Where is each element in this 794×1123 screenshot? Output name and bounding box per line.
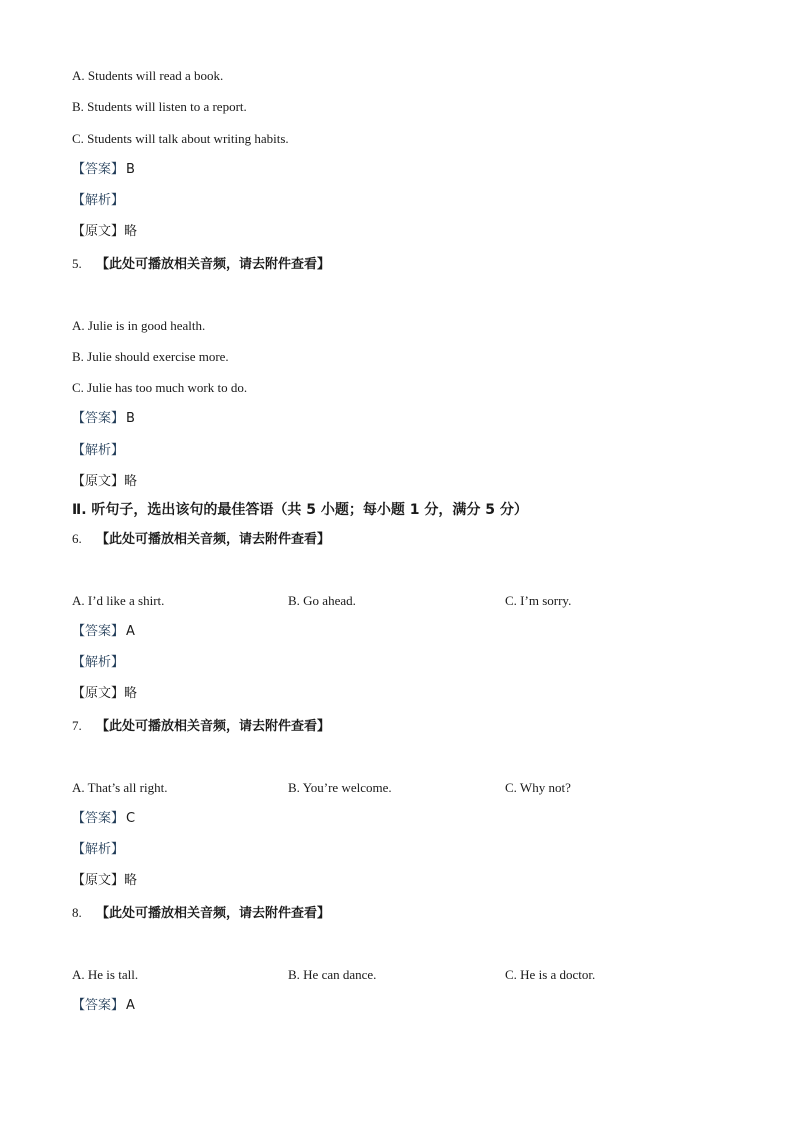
q7-answer bbox=[72, 811, 135, 827]
original-label: 【原文】 bbox=[72, 474, 125, 489]
answer-value: C bbox=[126, 811, 136, 826]
audio-prompt: 【此处可播放相关音频，请去附件查看】 bbox=[96, 906, 331, 921]
original-label: 【原文】 bbox=[72, 224, 125, 239]
q5-option-c: C. Julie has too much work to do. bbox=[72, 380, 248, 395]
analysis-label: 【解析】 bbox=[72, 655, 125, 670]
q6-analysis bbox=[72, 655, 124, 671]
q4-answer bbox=[72, 162, 135, 178]
original-value: 略 bbox=[124, 474, 138, 489]
q6-original bbox=[72, 686, 137, 702]
q4-option-c: C. Students will talk about writing habits. bbox=[72, 131, 289, 146]
audio-prompt: 【此处可播放相关音频，请去附件查看】 bbox=[96, 532, 331, 547]
original-label: 【原文】 bbox=[72, 686, 125, 701]
original-label: 【原文】 bbox=[72, 873, 125, 888]
audio-prompt: 【此处可播放相关音频，请去附件查看】 bbox=[96, 719, 331, 734]
answer-value: B bbox=[126, 411, 135, 426]
q4-analysis bbox=[72, 193, 124, 209]
answer-value: A bbox=[126, 998, 135, 1013]
q7-analysis bbox=[72, 842, 124, 858]
original-value: 略 bbox=[124, 873, 138, 888]
q6-prompt-line bbox=[72, 531, 330, 548]
answer-label: 【答案】 bbox=[72, 811, 125, 826]
q8-option-a: A. He is tall. bbox=[72, 967, 139, 982]
answer-value: A bbox=[126, 624, 135, 639]
q7-option-a: A. That’s all right. bbox=[72, 780, 168, 795]
q5-prompt-line bbox=[72, 256, 330, 273]
question-number: 6. bbox=[72, 531, 82, 546]
answer-value: B bbox=[126, 162, 135, 177]
q6-option-c: C. I’m sorry. bbox=[505, 593, 572, 608]
q8-option-b: B. He can dance. bbox=[288, 967, 377, 982]
q6-answer bbox=[72, 624, 135, 640]
question-number: 8. bbox=[72, 905, 82, 920]
original-value: 略 bbox=[124, 686, 138, 701]
q5-analysis bbox=[72, 443, 124, 459]
analysis-label: 【解析】 bbox=[72, 842, 125, 857]
answer-label: 【答案】 bbox=[72, 411, 125, 426]
q4-option-a: A. Students will read a book. bbox=[72, 68, 224, 83]
q5-option-a: A. Julie is in good health. bbox=[72, 318, 206, 333]
q8-prompt-line bbox=[72, 905, 330, 922]
q8-option-c: C. He is a doctor. bbox=[505, 967, 596, 982]
analysis-label: 【解析】 bbox=[72, 193, 125, 208]
original-value: 略 bbox=[124, 224, 138, 239]
q6-option-a: A. I’d like a shirt. bbox=[72, 593, 165, 608]
answer-label: 【答案】 bbox=[72, 162, 125, 177]
q8-answer bbox=[72, 998, 135, 1014]
q7-option-b: B. You’re welcome. bbox=[288, 780, 392, 795]
question-number: 5. bbox=[72, 256, 82, 271]
analysis-label: 【解析】 bbox=[72, 443, 125, 458]
q5-original bbox=[72, 474, 137, 490]
q5-option-b: B. Julie should exercise more. bbox=[72, 349, 229, 364]
answer-label: 【答案】 bbox=[72, 624, 125, 639]
question-number: 7. bbox=[72, 718, 82, 733]
section-heading: Ⅱ. 听句子，选出该句的最佳答语（共 5 小题；每小题 1 分，满分 5 分） bbox=[72, 502, 528, 518]
q5-answer bbox=[72, 411, 135, 427]
q4-option-b: B. Students will listen to a report. bbox=[72, 99, 247, 114]
audio-prompt: 【此处可播放相关音频，请去附件查看】 bbox=[96, 257, 331, 272]
answer-label: 【答案】 bbox=[72, 998, 125, 1013]
q4-original bbox=[72, 224, 137, 240]
q7-original bbox=[72, 873, 137, 889]
q7-prompt-line bbox=[72, 718, 330, 735]
q7-option-c: C. Why not? bbox=[505, 780, 571, 795]
q6-option-b: B. Go ahead. bbox=[288, 593, 356, 608]
